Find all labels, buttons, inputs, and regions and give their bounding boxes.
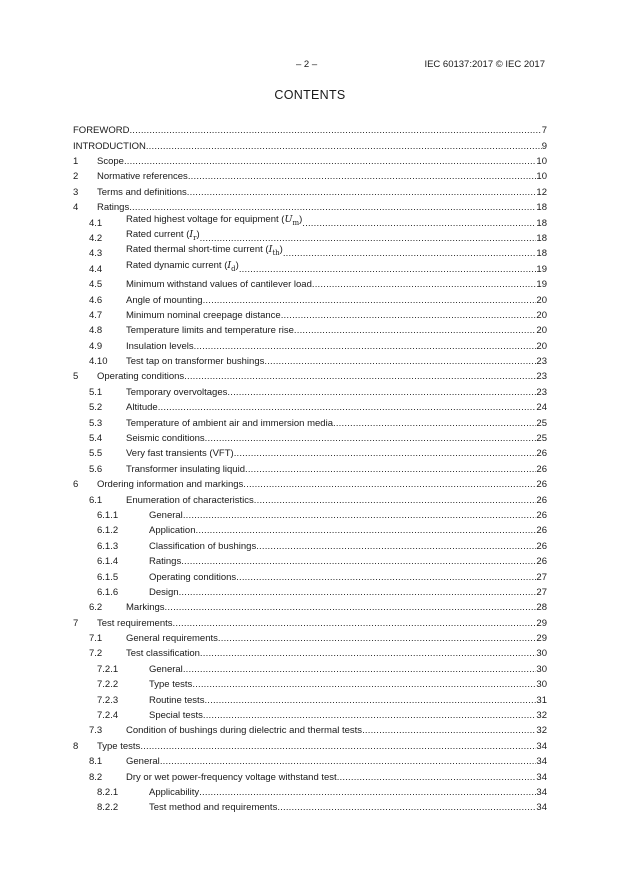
toc-leader-dots — [160, 756, 537, 767]
toc-entry-number: 7.2.3 — [97, 694, 119, 706]
toc-leader-dots — [179, 587, 537, 598]
toc-entry-symbol: $I_r$ — [189, 229, 197, 242]
toc-entry[interactable] — [73, 336, 547, 351]
toc-entry-page: 24 — [536, 402, 547, 414]
toc-entry-number: 4.4 — [89, 263, 103, 275]
toc-entry-number: 4.9 — [89, 340, 103, 352]
toc-leader-dots — [245, 464, 536, 475]
toc-entry-title: Operating conditions — [97, 371, 185, 383]
toc-entry-number: 4.3 — [89, 248, 103, 260]
toc-entry[interactable] — [73, 706, 547, 721]
toc-leader-dots — [194, 341, 537, 352]
toc-entry-title: Design — [149, 586, 179, 598]
toc-entry-page: 19 — [536, 279, 547, 291]
toc-entry-title: Minimum withstand values of cantilever load — [126, 279, 312, 291]
toc-entry-number: 4.7 — [89, 309, 103, 321]
toc-leader-dots — [227, 387, 536, 398]
toc-entry-symbol: $I_{th}$ — [268, 244, 280, 258]
toc-leader-dots — [218, 633, 537, 644]
toc-entry[interactable] — [73, 613, 547, 628]
toc-leader-dots — [183, 664, 537, 675]
page-number: – 2 – — [296, 59, 318, 70]
toc-entry-number: 4.1 — [89, 217, 103, 229]
toc-entry-number: 6.1.3 — [97, 540, 119, 552]
toc-entry[interactable] — [73, 321, 547, 336]
toc-entry-number: 6.1.6 — [97, 586, 119, 598]
toc-entry-page: 29 — [536, 633, 547, 645]
toc-entry[interactable] — [73, 275, 547, 290]
toc-leader-dots — [195, 525, 536, 536]
toc-entry[interactable] — [73, 475, 547, 490]
toc-entry-title: INTRODUCTION — [73, 140, 146, 152]
toc-entry-title: Scope — [97, 155, 124, 167]
toc-entry-title: Condition of bushings during dielectric and thermal tests — [126, 725, 363, 737]
toc-entry-title: Insulation levels — [126, 340, 194, 352]
toc-entry[interactable] — [73, 367, 547, 382]
toc-entry[interactable] — [73, 213, 547, 228]
toc-entry-title: Routine tests — [149, 694, 205, 706]
toc-entry-number: 5 — [73, 371, 79, 383]
toc-entry-title: Test method and requirements — [149, 802, 278, 814]
toc-leader-dots — [200, 648, 537, 659]
toc-entry-number: 8.2 — [89, 771, 103, 783]
toc-entry-title: Rated highest voltage for equipment $(U_m)$ — [126, 213, 303, 227]
toc-entry-symbol: $U_m$ — [284, 213, 300, 227]
toc-entry-page: 32 — [536, 710, 547, 722]
toc-entry[interactable] — [73, 413, 547, 428]
toc-entry-title: Terms and definitions — [97, 186, 187, 198]
toc-entry-page: 18 — [536, 248, 547, 260]
toc-entry-page: 25 — [536, 417, 547, 429]
toc-entry[interactable] — [73, 767, 547, 782]
toc-entry[interactable] — [73, 152, 547, 167]
toc-entry-page: 26 — [536, 540, 547, 552]
toc-entry-number: 1 — [73, 155, 79, 167]
toc-entry-title: Classification of bushings — [149, 540, 257, 552]
toc-entry-page: 27 — [536, 586, 547, 598]
toc-entry-page: 10 — [536, 155, 547, 167]
toc-entry-title: Type tests — [149, 679, 193, 691]
toc-entry-number: 7 — [73, 617, 79, 629]
toc-entry-number: 7.2.1 — [97, 663, 119, 675]
toc-entry[interactable] — [73, 290, 547, 305]
toc-entry-title: Seismic conditions — [126, 433, 205, 445]
toc-entry[interactable] — [73, 536, 547, 551]
toc-entry-title: Test classification — [126, 648, 200, 660]
toc-entry[interactable] — [73, 398, 547, 413]
toc-leader-dots — [254, 495, 537, 506]
toc-entry-number: 4.10 — [89, 356, 108, 368]
toc-entry-page: 30 — [536, 663, 547, 675]
toc-entry-title: General — [126, 756, 160, 768]
toc-entry-page: 28 — [536, 602, 547, 614]
toc-leader-dots — [333, 418, 536, 429]
toc-entry-title: Angle of mounting — [126, 294, 203, 306]
toc-leader-dots — [281, 310, 537, 321]
toc-entry-title: Normative references — [97, 171, 188, 183]
toc-entry-page: 23 — [536, 386, 547, 398]
toc-entry-page: 34 — [536, 771, 547, 783]
toc-entry-title: Enumeration of characteristics — [126, 494, 254, 506]
toc-leader-dots — [158, 402, 537, 413]
toc-entry-title: Markings — [126, 602, 165, 614]
toc-entry-title: General requirements — [126, 633, 218, 645]
toc-entry[interactable] — [73, 136, 547, 151]
toc-entry-title: Minimum nominal creepage distance — [126, 309, 281, 321]
toc-entry[interactable] — [73, 644, 547, 659]
toc-leader-dots — [239, 264, 537, 275]
toc-entry-number: 7.2.4 — [97, 710, 119, 722]
toc-entry-page: 26 — [536, 494, 547, 506]
toc-entry-title: Special tests — [149, 710, 203, 722]
toc-leader-dots — [203, 710, 537, 721]
toc-entry-number: 4 — [73, 202, 79, 214]
toc-entry-number: 7.3 — [89, 725, 103, 737]
toc-entry[interactable] — [73, 567, 547, 582]
toc-entry-title: General — [149, 509, 183, 521]
toc-entry[interactable] — [73, 259, 547, 274]
toc-entry-page: 34 — [536, 802, 547, 814]
toc-entry-title: Ratings — [149, 556, 182, 568]
toc-entry[interactable] — [73, 659, 547, 674]
toc-leader-dots — [337, 772, 537, 783]
toc-leader-dots — [362, 725, 536, 736]
toc-entry[interactable] — [73, 583, 547, 598]
toc-entry-number: 4.6 — [89, 294, 103, 306]
toc-entry-number: 6.1 — [89, 494, 103, 506]
toc-leader-dots — [312, 279, 537, 290]
toc-leader-dots — [165, 602, 537, 613]
toc-entry[interactable] — [73, 736, 547, 751]
page-title: CONTENTS — [274, 88, 346, 102]
toc-entry-number: 6.1.2 — [97, 525, 119, 537]
toc-leader-dots — [264, 356, 536, 367]
toc-entry[interactable] — [73, 444, 547, 459]
toc-entry-page: 26 — [536, 525, 547, 537]
toc-entry-symbol: $I_d$ — [227, 259, 236, 273]
toc-entry-page: 34 — [536, 756, 547, 768]
toc-entry-page: 20 — [536, 309, 547, 321]
toc-entry-page: 31 — [536, 694, 547, 706]
toc-leader-dots — [204, 695, 536, 706]
toc-leader-dots — [243, 479, 536, 490]
toc-entry-page: 23 — [536, 371, 547, 383]
toc-entry[interactable] — [73, 459, 547, 474]
toc-entry[interactable] — [73, 521, 547, 536]
toc-entry-title: Applicability — [149, 787, 200, 798]
toc-entry-number: 6.1.1 — [97, 509, 119, 521]
toc-leader-dots — [181, 556, 536, 567]
toc-entry-number: 4.8 — [89, 325, 103, 337]
toc-entry[interactable] — [73, 752, 547, 767]
toc-entry-title: Temperature limits and temperature rise — [126, 325, 294, 337]
toc-leader-dots — [200, 233, 537, 244]
toc-entry-page: 19 — [536, 263, 547, 275]
toc-entry[interactable] — [73, 121, 547, 136]
toc-entry-page: 26 — [536, 479, 547, 491]
toc-entry-page: 25 — [536, 433, 547, 445]
toc-entry-page: 34 — [536, 787, 547, 798]
toc-entry-number: 7.2 — [89, 648, 103, 660]
toc-entry[interactable] — [73, 675, 547, 690]
toc-entry-number: 5.2 — [89, 402, 103, 414]
toc-entry-title: FOREWORD — [73, 125, 130, 137]
toc-entry-title: Ordering information and markings — [97, 479, 244, 491]
toc-entry-page: 20 — [536, 340, 547, 352]
toc-entry[interactable] — [73, 167, 547, 182]
toc-entry-symbol-subscript: d — [231, 264, 236, 273]
toc-entry-number: 5.4 — [89, 433, 103, 445]
toc-entry-number: 8.2.1 — [97, 787, 119, 798]
toc-leader-dots — [205, 433, 537, 444]
toc-entry-page: 20 — [536, 294, 547, 306]
toc-entry-title: Type tests — [97, 740, 141, 752]
toc-entry[interactable] — [73, 382, 547, 397]
toc-entry-page: 18 — [536, 202, 547, 214]
toc-leader-dots — [192, 679, 536, 690]
table-of-contents — [73, 121, 547, 813]
toc-entry-number: 5.6 — [89, 463, 103, 475]
toc-leader-dots — [188, 171, 537, 182]
toc-leader-dots — [124, 156, 536, 167]
toc-entry-number: 8.2.2 — [97, 802, 119, 814]
toc-leader-dots — [302, 218, 536, 229]
toc-entry[interactable] — [73, 629, 547, 644]
toc-entry-page: 30 — [536, 679, 547, 691]
toc-entry[interactable] — [73, 306, 547, 321]
toc-entry-title: Temperature of ambient air and immersion media — [126, 417, 333, 429]
toc-entry-page: 18 — [536, 232, 547, 244]
toc-entry-page: 32 — [536, 725, 547, 737]
toc-leader-dots — [183, 510, 537, 521]
toc-entry-page: 10 — [536, 171, 547, 183]
toc-leader-dots — [277, 802, 536, 813]
toc-entry-page: 26 — [536, 509, 547, 521]
toc-entry-number: 6.1.4 — [97, 556, 119, 568]
toc-entry-number: 6.1.5 — [97, 571, 119, 583]
toc-leader-dots — [129, 202, 536, 213]
toc-entry-number: 5.3 — [89, 417, 103, 429]
toc-entry-number: 3 — [73, 186, 79, 198]
toc-entry-page: 29 — [536, 617, 547, 629]
toc-leader-dots — [236, 572, 536, 583]
toc-entry-title: Test requirements — [97, 617, 173, 629]
toc-entry-title: Test tap on transformer bushings — [126, 356, 265, 368]
toc-entry[interactable] — [73, 552, 547, 567]
toc-entry-symbol-subscript: th — [272, 249, 280, 258]
toc-entry[interactable] — [73, 244, 547, 259]
toc-entry-page: 26 — [536, 463, 547, 475]
toc-leader-dots — [294, 325, 537, 336]
toc-entry[interactable] — [73, 429, 547, 444]
toc-entry[interactable] — [73, 598, 547, 613]
toc-entry-symbol-subscript: r — [193, 233, 197, 242]
toc-entry-title: Application — [149, 525, 196, 537]
toc-entry[interactable] — [73, 721, 547, 736]
toc-entry-number: 8.1 — [89, 756, 103, 768]
toc-leader-dots — [256, 541, 536, 552]
toc-leader-dots — [140, 741, 536, 752]
toc-leader-dots — [184, 371, 536, 382]
toc-entry[interactable] — [73, 352, 547, 367]
toc-entry[interactable] — [73, 783, 547, 798]
toc-leader-dots — [146, 141, 542, 152]
toc-entry-number: 7.1 — [89, 633, 103, 645]
toc-entry-title: Rated dynamic current $(I_d)$ — [126, 259, 239, 273]
toc-leader-dots — [199, 787, 536, 798]
toc-entry-page: 12 — [536, 186, 547, 198]
toc-entry-page: 20 — [536, 325, 547, 337]
toc-leader-dots — [203, 295, 537, 306]
toc-entry-number: 2 — [73, 171, 79, 183]
toc-entry[interactable] — [73, 182, 547, 197]
toc-entry-title: Dry or wet power-frequency voltage withstand test — [126, 771, 337, 783]
toc-entry-number: 8 — [73, 740, 79, 752]
toc-entry[interactable] — [73, 690, 547, 705]
toc-entry-page: 34 — [536, 740, 547, 752]
toc-entry-number: 7.2.2 — [97, 679, 119, 691]
toc-entry-page: 18 — [536, 217, 547, 229]
toc-entry-page: 9 — [541, 140, 547, 152]
toc-entry-page: 26 — [536, 448, 547, 460]
toc-entry-page: 23 — [536, 356, 547, 368]
document-reference: IEC 60137:2017 © IEC 2017 — [424, 59, 545, 70]
toc-leader-dots — [129, 125, 541, 136]
toc-entry-title: Rated thermal short-time current $(I_{th})$ — [126, 244, 283, 258]
toc-entry-number: 5.5 — [89, 448, 103, 460]
toc-entry-title: Altitude — [126, 402, 158, 414]
toc-entry[interactable] — [73, 798, 547, 813]
toc-leader-dots — [187, 187, 537, 198]
toc-entry-number: 6.2 — [89, 602, 103, 614]
toc-entry-page: 26 — [536, 556, 547, 568]
toc-entry-number: 5.1 — [89, 386, 103, 398]
toc-entry-title: Temporary overvoltages — [126, 386, 228, 398]
toc-entry-page: 30 — [536, 648, 547, 660]
toc-entry-title: Operating conditions — [149, 571, 237, 583]
toc-entry-symbol-subscript: m — [292, 218, 300, 227]
toc-entry-number: 6 — [73, 479, 79, 491]
toc-entry[interactable] — [73, 506, 547, 521]
toc-entry[interactable] — [73, 490, 547, 505]
toc-entry-page: 7 — [541, 125, 547, 137]
toc-entry-title: Ratings — [97, 202, 130, 214]
toc-entry[interactable] — [73, 198, 547, 213]
toc-entry-title: Rated current $(I_r)$ — [126, 229, 200, 242]
toc-leader-dots — [173, 618, 537, 629]
toc-entry-page: 27 — [536, 571, 547, 583]
toc-leader-dots — [283, 248, 537, 259]
toc-entry-title: Transformer insulating liquid — [126, 463, 245, 475]
toc-entry-number: 4.2 — [89, 232, 103, 244]
toc-entry-title: General — [149, 663, 183, 675]
toc-entry-number: 4.5 — [89, 279, 103, 291]
toc-leader-dots — [234, 448, 537, 459]
toc-entry-title: Very fast transients (VFT) — [126, 448, 234, 460]
toc-entry[interactable] — [73, 229, 547, 244]
